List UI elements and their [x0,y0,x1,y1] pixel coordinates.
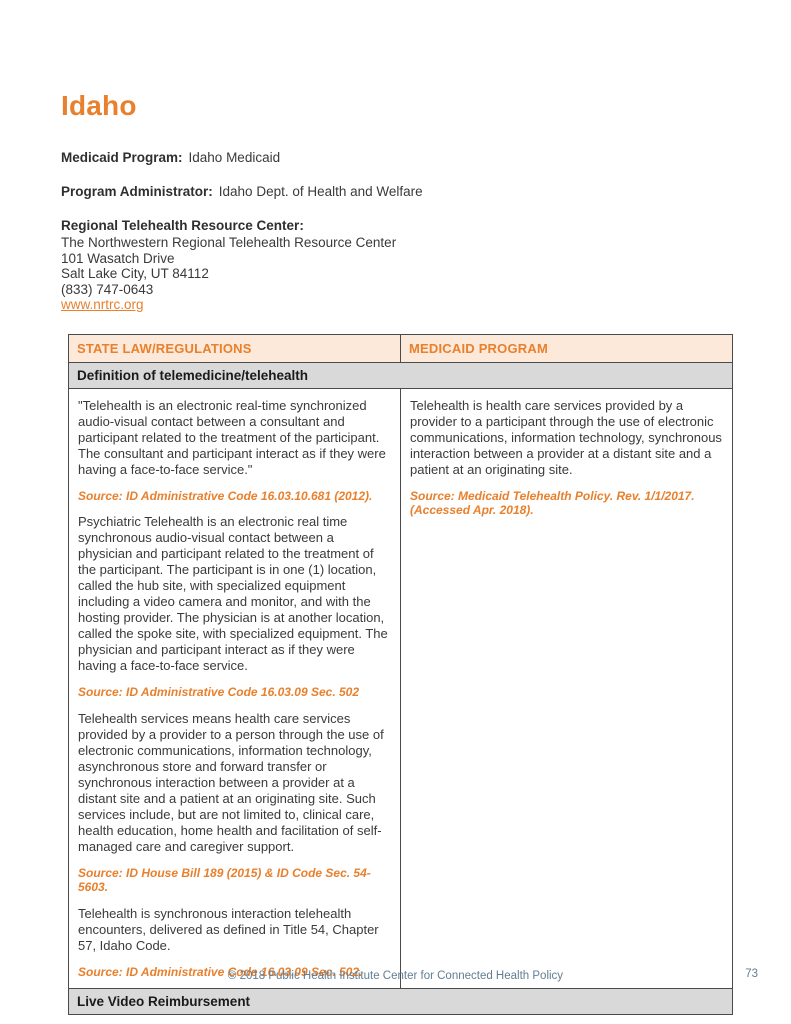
state-law-paragraph: Telehealth is synchronous interaction telehealth encounters, delivered as defined in Title 54, Chapter 57, Idaho Code. [78,905,379,953]
table-header-row [69,334,733,362]
footer-copyright: © 2018 Public Health Institute Center for Connected Health Policy [227,970,564,982]
page-number: 73 [745,968,758,980]
page-title: Idaho [61,90,137,121]
state-law-source: Source: ID Administrative Code 16.03.09 Sec. 502 [78,685,360,699]
state-law-paragraph: Psychiatric Telehealth is an electronic real time synchronous audio-visual contact between a physician and participant related to the treatment of the participant. The participant is in one (1) location, called the hub site, with specialized equipment including a video camera and monitor, and with the hosting provider. The physician is at another location, called the spoke site, with specialized equipment. The physician and participant interact as if they were having a face-to-face service. [78,514,388,673]
medicaid-program-label: Medicaid Program: [61,150,183,165]
medicaid-program-line [61,150,735,165]
state-law-source: Source: ID Administrative Code 16.03.09 Sec. 502. [78,964,363,979]
resource-center-city: Salt Lake City, UT 84112 [61,266,209,281]
column-header-medicaid-program: MEDICAID PROGRAM [401,334,733,362]
resource-center-label: Regional Telehealth Resource Center: [61,218,304,233]
resource-center-phone: (833) 747-0643 [61,281,154,297]
state-law-source: Source: ID Administrative Code 16.03.10.681 (2012). [78,488,373,503]
state-law-source: Source: ID House Bill 189 (2015) & ID Code Sec. 54-5603. [78,865,371,894]
resource-center-name: The Northwestern Regional Telehealth Resource Center [61,235,397,250]
state-law-paragraph: Telehealth services means health care services provided by a provider to a person through the use of electronic communications, information technology, asynchronous store and forward transfer or synchronous interaction between a provider at a distant site and a patient at an originating site. Such services include, but are not limited to, clinical care, health education, home health and facilitation of self-managed care and caregiver support. [78,710,384,854]
section-title-definition: Definition of telemedicine/telehealth [69,362,733,388]
nrtrc-link[interactable]: www.nrtrc.org [61,297,144,312]
medicaid-source: Source: Medicaid Telehealth Policy. Rev. 1/1/2017. (Accessed Apr. 2018). [410,488,695,517]
section-row-definition [69,362,733,388]
program-administrator-value: Idaho Dept. of Health and Welfare [218,184,423,199]
resource-center-block [61,218,735,313]
medicaid-program-cell [401,388,733,989]
program-administrator-line [61,184,735,199]
section-title-live-video: Live Video Reimbursement [69,989,733,1015]
column-header-state-law: STATE LAW/REGULATIONS [69,334,401,362]
policy-table [68,334,733,1016]
medicaid-program-value: Idaho Medicaid [188,150,281,165]
table-content-row [69,388,733,989]
resource-center-street: 101 Wasatch Drive [61,250,175,266]
program-administrator-label: Program Administrator: [61,184,213,199]
medicaid-paragraph: Telehealth is health care services provided by a provider to a participant through the use of electronic communications, information technology, synchronous interaction between a provider at a distant site and a patient at an originating site. [410,397,722,477]
state-law-paragraph: "Telehealth is an electronic real-time synchronized audio-visual contact between a consultant and participant related to the treatment of the participant. The consultant and participant interact as if they were having a face-to-face service." [78,397,386,477]
page-content [61,90,735,1015]
section-row-live-video [69,989,733,1015]
state-law-cell [69,388,401,989]
